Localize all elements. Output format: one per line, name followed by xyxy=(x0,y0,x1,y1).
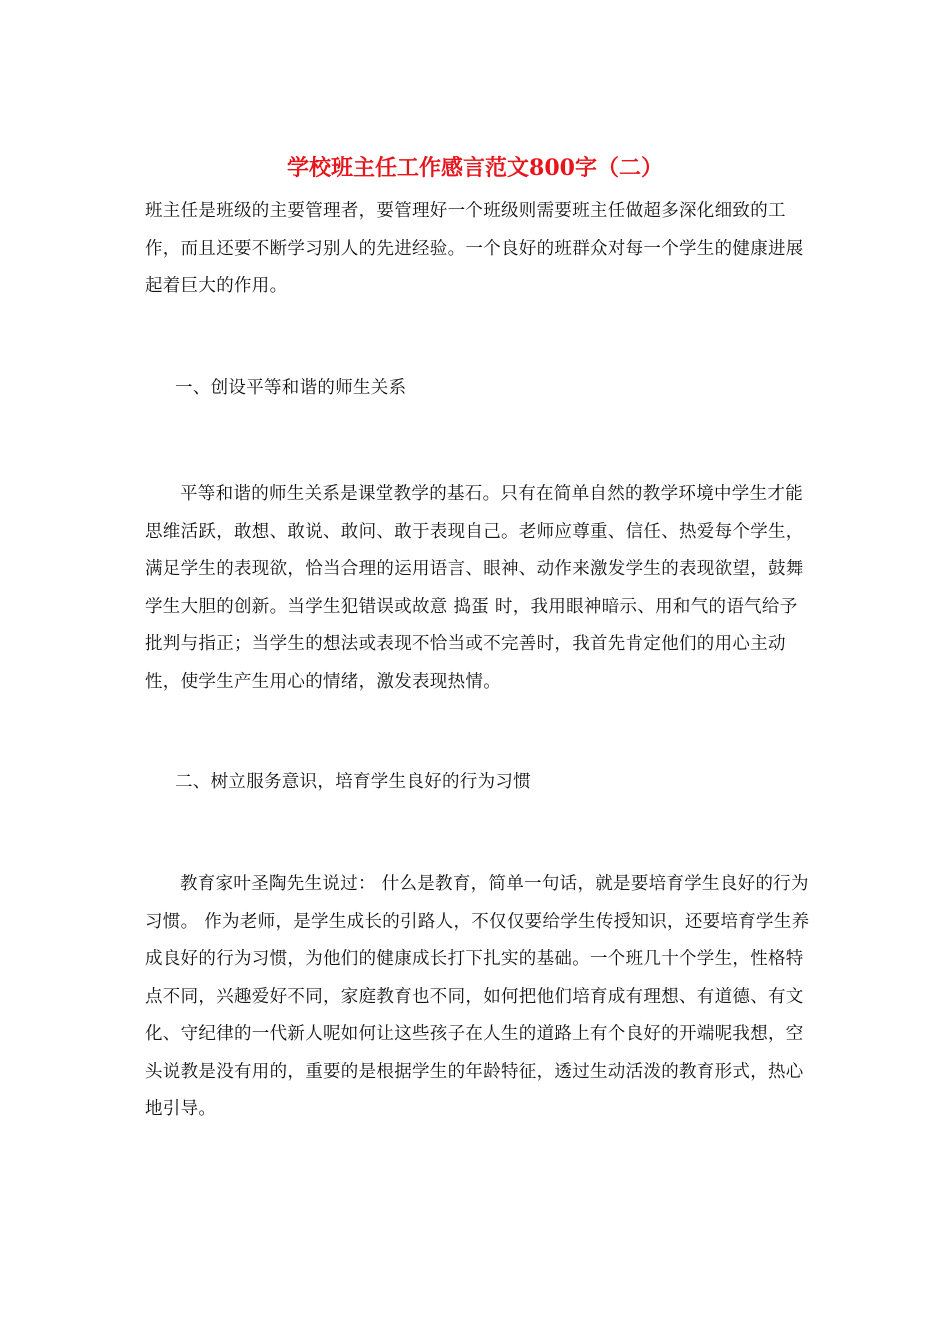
section-body-2: 教育家叶圣陶先生说过： 什么是教育，简单一句话，就是要培育学生良好的行为习惯。 作为老师，是学生成长的引路人，不仅仅要给学生传授知识，还要培育学生养成良好的行为习惯，为他们的健康成长打下扎实的基础。一个班几十个学生，性格特点不同，兴趣爱好不同，家庭教育也不同，如何把他们培育成有理想、有道德、有文化、守纪律的一代新人呢如何让这些孩子在人生的道路上有个良好的开端呢我想，空头说教是没有用的，重要的是根据学生的年龄特征，透过生动活泼的教育形式，热心地引导。 xyxy=(145,874,810,1119)
document-title: 学校班主任工作感言范文800字（二） xyxy=(287,155,663,181)
section-heading-1: 一、创设平等和谐的师生关系 xyxy=(175,378,407,398)
intro-paragraph: 班主任是班级的主要管理者，要管理好一个班级则需要班主任做超多深化细致的工作，而且还要不断学习别人的先进经验。一个良好的班群众对每一个学生的健康进展起着巨大的作用。 xyxy=(145,201,804,296)
section-body-1: 平等和谐的师生关系是课堂教学的基石。只有在简单自然的教学环境中学生才能思维活跃，敢想、敢说、敢问、敢于表现自己。老师应尊重、信任、热爱每个学生，满足学生的表现欲，恰当合理的运用语言、眼神、动作来激发学生的表现欲望，鼓舞学生大胆的创新。当学生犯错误或故意 捣蛋 时，我用眼神暗示、用和气的语气给予批判与指正；当学生的想法或表现不恰当或不完善时，我首先肯定他们的用心主动性，使学生产生用心的情绪，激发表现热情。 xyxy=(145,484,804,692)
section-heading-2: 二、树立服务意识，培育学生良好的行为习惯 xyxy=(175,772,531,792)
